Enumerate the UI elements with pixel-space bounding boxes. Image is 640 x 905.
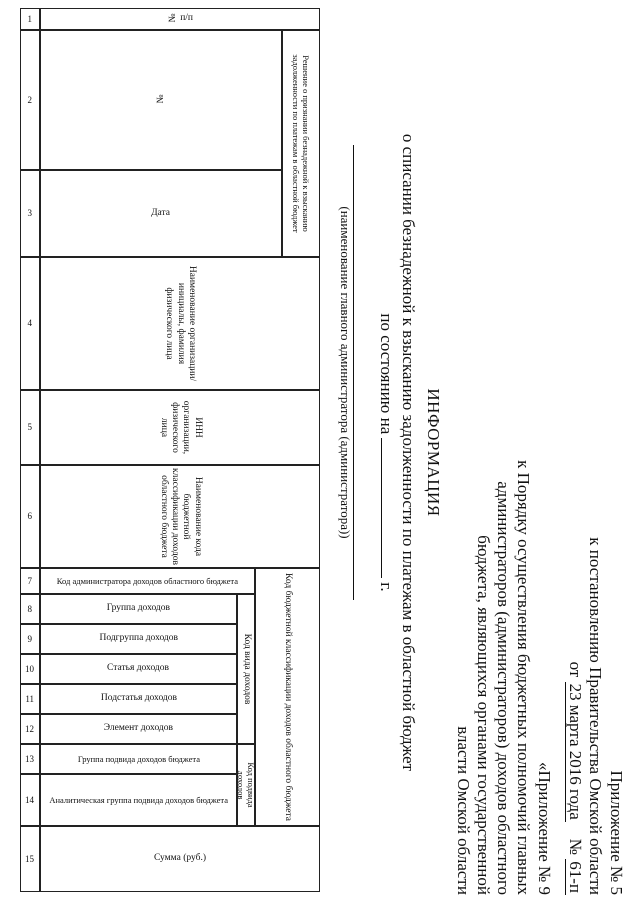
header-subgroup: Подгруппа доходов xyxy=(40,624,237,654)
header-income-type-group: Код вида доходов xyxy=(237,594,255,744)
column-number: 1 xyxy=(20,8,40,30)
header-inn: ИНН организации, физического лица xyxy=(40,390,320,465)
as-of-suffix: г. xyxy=(377,582,396,592)
header-admin-code: Код администратора доходов областного бюджета xyxy=(40,568,255,594)
as-of-prefix: по состоянию на xyxy=(377,313,396,435)
header-decision-date: Дата xyxy=(40,170,282,257)
header-subtype-budget-group: Группа подвида доходов бюджета xyxy=(40,744,237,774)
as-of-line xyxy=(376,0,396,905)
column-number: 11 xyxy=(20,684,40,714)
column-number: 12 xyxy=(20,714,40,744)
header-analytic-group: Аналитическая группа подвида доходов бюджета xyxy=(40,774,237,826)
column-number: 6 xyxy=(20,465,40,568)
order-line: власти Омской области xyxy=(454,726,473,895)
administrator-blank-line xyxy=(353,145,354,600)
order-line: бюджета, являющихся органами государственной xyxy=(474,535,493,895)
header-budget-code-name: Наименование кода бюджетной классификации доходов областного бюджета xyxy=(40,465,320,568)
write-off-table xyxy=(20,8,320,892)
header-kbk-group: Код бюджетной классификации доходов областного бюджета xyxy=(255,568,320,826)
header-group: Группа доходов xyxy=(40,594,237,624)
document-subtitle: о списании безнадежной к взысканию задолженности по платежам в областной бюджет xyxy=(399,133,418,772)
column-number: 15 xyxy=(20,826,40,892)
header-decision-group: Решение о признании безнадежной к взысканию задолженности по платежам в областной бюджет xyxy=(282,30,320,257)
column-number: 3 xyxy=(20,170,40,257)
number-value: 61-п xyxy=(566,861,585,893)
document-title: ИНФОРМАЦИЯ xyxy=(424,388,443,517)
column-number: 2 xyxy=(20,30,40,170)
date-prefix: от xyxy=(566,661,585,678)
date-line xyxy=(565,662,585,895)
header-sum: Сумма (руб.) xyxy=(40,826,320,892)
column-number: 9 xyxy=(20,624,40,654)
appendix9-line: «Приложение № 9 xyxy=(535,762,554,895)
header-subarticle: Подстатья доходов xyxy=(40,684,237,714)
column-number: 8 xyxy=(20,594,40,624)
header-element: Элемент доходов xyxy=(40,714,237,744)
order-line: к Порядку осуществления бюджетных полномочий главных xyxy=(514,460,533,895)
order-line: администраторов (администраторов) доходов областного xyxy=(494,481,513,895)
header-subtype-group: Код подвида доходов xyxy=(237,744,255,826)
administrator-caption: (наименование главного администратора (администратора)) xyxy=(338,206,353,539)
as-of-date-blank xyxy=(381,438,382,578)
column-number: 13 xyxy=(20,744,40,774)
header-np: № п/п xyxy=(40,8,320,30)
appendix-line: Приложение № 5 xyxy=(607,770,626,895)
date-value: 23 марта 2016 года xyxy=(566,683,585,820)
header-decision-no: № xyxy=(40,30,282,170)
column-number: 10 xyxy=(20,654,40,684)
column-number: 14 xyxy=(20,774,40,826)
number-prefix: № xyxy=(566,838,585,855)
header-article: Статья доходов xyxy=(40,654,237,684)
resolution-line: к постановлению Правительства Омской области xyxy=(586,537,605,895)
header-org-name: Наименование организации/ инициалы, фамилия физического лица xyxy=(40,257,320,390)
column-number: 5 xyxy=(20,390,40,465)
column-number: 4 xyxy=(20,257,40,390)
column-number: 7 xyxy=(20,568,40,594)
